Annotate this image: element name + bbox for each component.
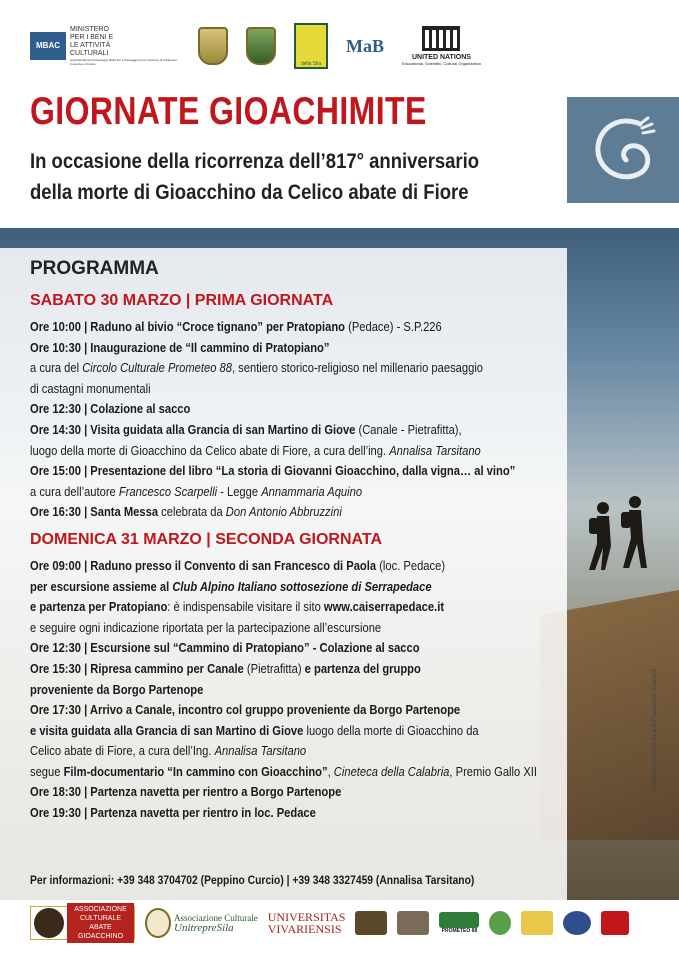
unitre-logo [145,908,258,938]
schedule-text: segue [30,763,64,779]
schedule-text: , [327,763,334,779]
schedule-line [30,762,563,783]
partner-logo-4 [521,911,553,935]
subtitle-line: In occasione della ricorrenza dell’817° anniversario [30,150,480,173]
schedule-text: Ore 14:30 | Visita guidata alla Grancia di san Martino di Giove [30,421,356,437]
day-1-heading: SABATO 30 MARZO | PRIMA GIORNATA [30,292,334,309]
schedule-line [30,461,563,482]
municipal-crest-logo [198,27,228,65]
schedule-text: Club Alpino Italiano sottosezione di Serrapedace [172,578,432,594]
unesco-name: UNITED NATIONS [411,54,471,61]
univ-line: VIVARIENSIS [267,922,342,936]
schedule-text: (loc. Pedace) [376,557,446,573]
park-logo [294,23,328,69]
schedule-line [30,379,563,400]
schedule-text: per escursione assieme al [30,578,173,594]
schedule-text: , sentiero storico-religioso nel millenario paesaggio [231,360,484,376]
schedule-text: Film-documentario “In cammino con Gioacchino” [63,763,328,779]
assoc-badge-icon [34,908,64,938]
schedule-text: Annammaria Aquino [261,483,363,499]
mbac-name-line: MINISTERO [70,26,109,33]
schedule-text: Annalisa Tarsitano [389,442,481,458]
day-2-heading: DOMENICA 31 MARZO | SECONDA GIORNATA [30,530,383,548]
mbac-text [70,26,180,66]
schedule-text: Ore 15:30 | Ripresa cammino per Canale [30,660,244,676]
program-heading: PROGRAMMA [30,258,159,279]
page-subtitle [30,146,479,208]
mbac-sub: Soprintendenza Archeologia, Belle Arti e Paesaggio per le province di Catanzaro, Cosenza e Crotone [70,58,178,66]
schedule-line [30,317,563,338]
contact-info: Per informazioni: +39 348 3704702 (Peppino Curcio) | +39 348 3327459 (Annalisa Tarsitano) [30,873,475,887]
universitas-logo [268,911,346,935]
schedule-line [30,338,563,359]
schedule-line [30,441,563,462]
spiral-emblem-icon [588,110,658,190]
schedule-text: luogo della morte di Gioacchino da [303,722,479,738]
schedule-text: luogo della morte di Gioacchino da Celico abate di Fiore, a cura dell’ing. [30,442,390,458]
schedule-line [30,618,563,639]
schedule-line [30,556,563,577]
unesco-sub: Educational, Scientific, Cultural Organization [402,61,481,66]
unitre-line: UnitrepreSila [174,922,234,934]
schedule-text: e partenza del gruppo [304,660,421,676]
schedule-text: Ore 12:30 | Colazione al sacco [30,401,191,417]
prometeo-label: PROMETEO 88 [441,928,478,934]
prometeo-mark [439,912,479,928]
page-title: GIORNATE GIOACHIMITE [30,90,427,133]
schedule-text: Ore 12:30 | Escursione sul “Cammino di Pratopiano” - Colazione al sacco [30,640,420,656]
schedule-text: Celico abate di Fiore, a cura dell’Ing. [30,743,215,759]
schedule-line [30,420,563,441]
schedule-text: (Pedace) - S.P.226 [344,319,442,334]
schedule-text: Annalisa Tarsitano [214,743,307,759]
mbac-name-line: PER I BENI E [70,34,114,41]
prometeo-logo [439,912,479,934]
partner-logo-6 [601,911,629,935]
day-1-schedule [30,317,575,523]
schedule-text: e seguire ogni indicazione riportata per la partecipazione all’escursione [30,619,382,635]
schedule-text: Don Antonio Abbruzzini [225,504,342,520]
schedule-text: di castagni monumentali [30,380,151,396]
unesco-logo [402,26,481,66]
schedule-line [30,659,563,680]
assoc-text [67,903,134,943]
schedule-line [30,358,563,379]
univ-line: UNIVERSITAS [267,910,346,924]
unitre-line: Associazione Culturale [174,913,258,923]
unitre-seal-icon [145,908,171,938]
schedule-text: a cura dell’autore [30,483,119,499]
assoc-line: ABATE GIOACCHINO [77,924,124,940]
schedule-line [30,803,563,824]
partner-logo-3 [489,911,511,935]
schedule-line [30,482,563,503]
mab-logo: MaB [346,35,384,56]
schedule-text: a cura del [30,360,83,376]
assoc-line: ASSOCIAZIONE [74,906,127,913]
schedule-text: , Premio Gallo XII [449,763,538,779]
schedule-text: www.caiserrapedace.it [323,599,445,615]
day-2-schedule [30,556,575,824]
municipal-crest-logo-2 [246,27,276,65]
hikers-silhouette-icon [575,490,655,600]
unitre-text [174,913,258,933]
program-content [30,258,575,824]
schedule-text: (Canale - Pietrafitta), [355,421,462,437]
top-logo-row [30,18,481,74]
schedule-text: celebrata da [158,504,226,520]
schedule-line [30,741,563,762]
mbac-name-line: CULTURALI [70,50,109,57]
schedule-line [30,638,563,659]
partner-logo-2 [397,911,429,935]
schedule-line [30,680,563,701]
mbac-logo [30,26,180,66]
footer-logo-row [30,906,629,940]
schedule-text: Francesco Scarpelli [118,483,218,499]
schedule-text: : è indispensabile visitare il sito [167,599,324,615]
schedule-text: Ore 17:30 | Arrivo a Canale, incontro col gruppo proveniente da Borgo Partenope [30,702,461,718]
schedule-text: Ore 15:00 | Presentazione del libro “La storia di Giovanni Gioacchino, dalla vigna… al vino” [30,463,516,479]
schedule-text: e visita guidata alla Grancia di san Martino di Giove [30,722,304,738]
schedule-text: Ore 10:30 | Inaugurazione de “Il cammino di Pratopiano” [30,339,330,355]
schedule-line [30,502,563,523]
schedule-line [30,700,563,721]
graphic-credit: Progetto grafico a cura di Francesco Scarpelli [652,668,658,790]
mbac-mark: MBAC [30,32,66,60]
schedule-line [30,782,563,803]
mbac-name-line: LE ATTIVITÀ [70,42,111,49]
schedule-text: Ore 09:00 | Raduno presso il Convento di san Francesco di Paola [30,557,377,573]
schedule-text: Circolo Culturale Prometeo 88 [82,360,232,376]
schedule-text: Ore 19:30 | Partenza navetta per rientro in loc. Pedace [30,805,316,821]
subtitle-line: della morte di Gioacchino da Celico abate di Fiore [30,181,469,204]
emblem-tile [567,97,679,203]
schedule-line [30,721,563,742]
partner-logo-1 [355,911,387,935]
park-label: della Sila [300,61,322,67]
schedule-line [30,597,563,618]
assoc-abate-gioacchino-logo [30,906,135,940]
schedule-text: e partenza per Pratopiano [30,599,168,615]
schedule-text: Ore 10:00 | Raduno al bivio “Croce tignano” per Pratopiano [30,319,345,334]
schedule-text: Ore 18:30 | Partenza navetta per rientro a Borgo Partenope [30,784,342,800]
assoc-line: CULTURALE [79,915,122,922]
schedule-text: proveniente da Borgo Partenope [30,681,204,697]
schedule-line [30,577,563,598]
unesco-temple-icon [422,26,460,51]
schedule-text: (Pietrafitta) [243,660,305,676]
schedule-text: Cineteca della Calabria [333,763,450,779]
schedule-text: Ore 16:30 | Santa Messa [30,504,159,520]
schedule-line [30,399,563,420]
partner-logo-5 [563,911,591,935]
schedule-text: - Legge [217,483,262,499]
